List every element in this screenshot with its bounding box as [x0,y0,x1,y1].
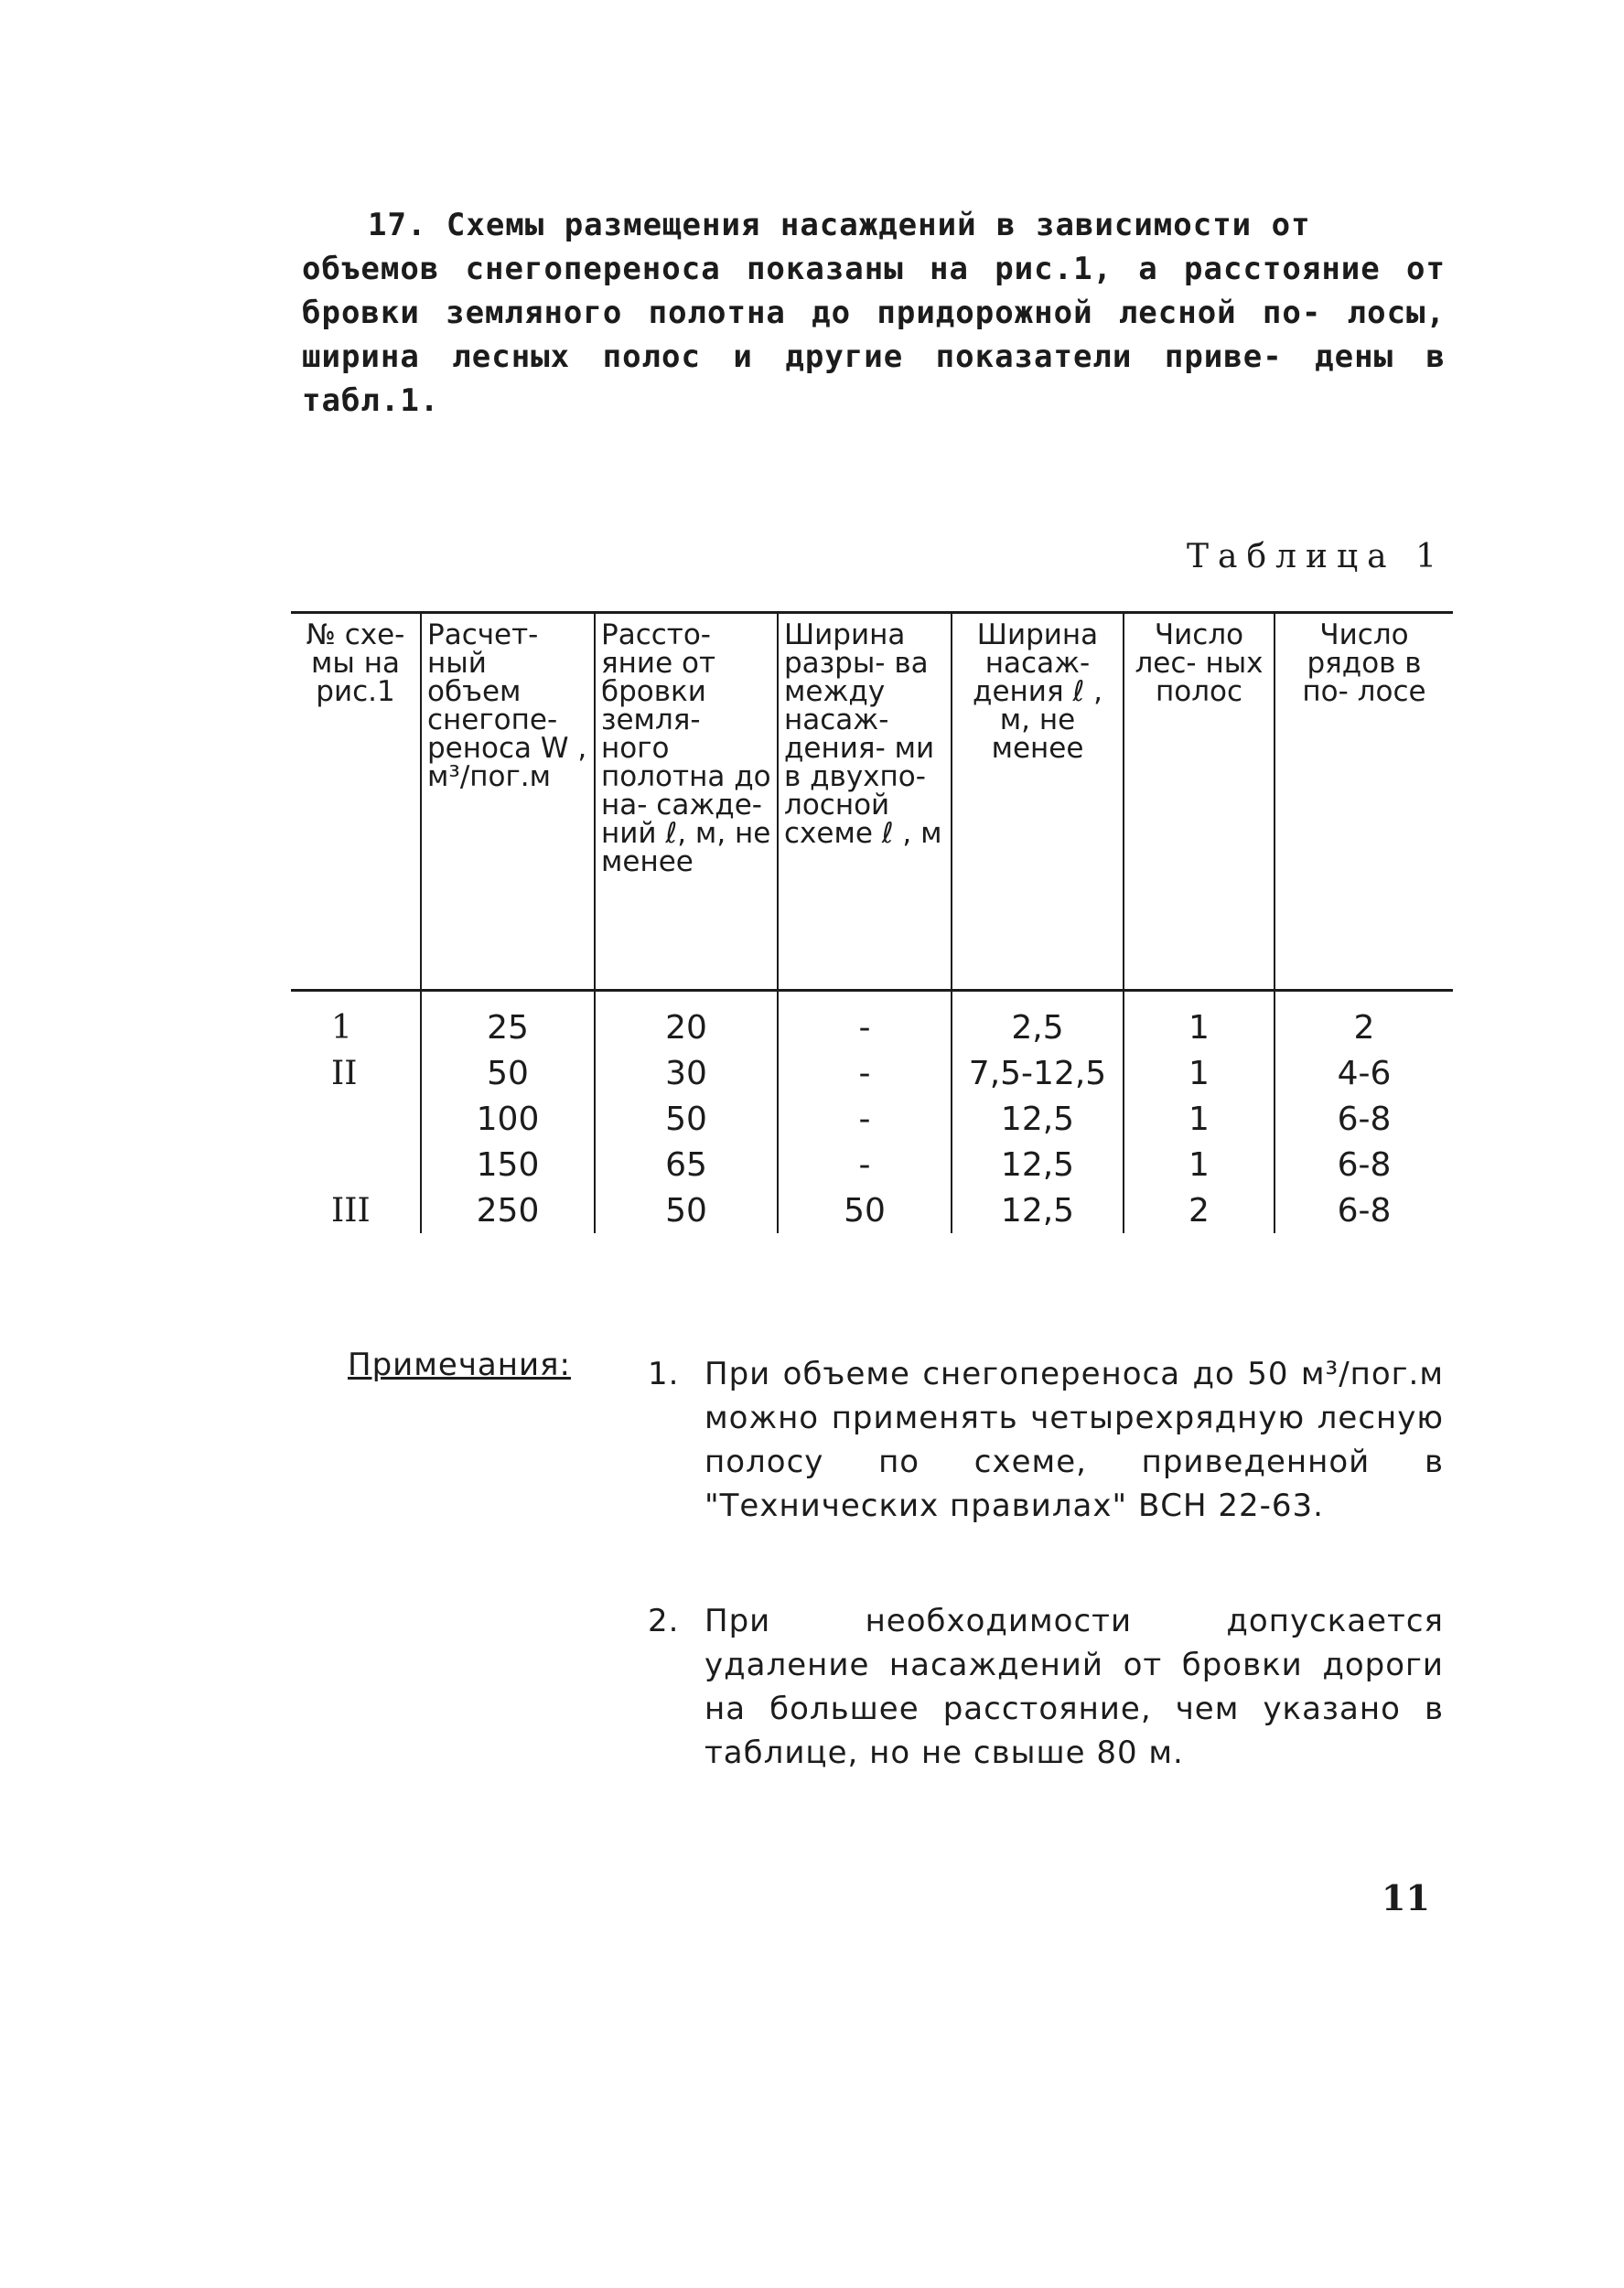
note-number: 2. [648,1603,680,1639]
table-cell: 6-8 [1274,1142,1453,1187]
data-table [291,611,1453,1233]
header-strip-count: Число лес- ных полос [1124,613,1274,991]
table-cell: - [778,1096,952,1142]
table-row [291,991,1453,1051]
table-cell: - [778,991,952,1051]
table-cell: - [778,1050,952,1096]
table-caption: Таблица 1 [1187,538,1446,575]
table-row [291,1187,1453,1233]
table-row [291,1142,1453,1187]
header-row-count: Число рядов в по- лосе [1274,613,1453,991]
table-cell: 12,5 [952,1187,1124,1233]
table-cell [291,1142,421,1187]
table-cell: 50 [595,1187,778,1233]
header-snow-volume: Расчет- ный объем снегопе- реноса W , м³/пог.м [421,613,595,991]
notes-label: Примечания: [348,1347,571,1383]
header-distance: Рассто- яние от бровки земля- ного полотна до на- сажде- ний ℓ, м, не менее [595,613,778,991]
table-cell: 30 [595,1050,778,1096]
table-cell: 2 [1124,1187,1274,1233]
paragraph-line: от бровки земляного полотна до придорожной лесной по- [302,251,1446,331]
table-cell: 150 [421,1142,595,1187]
header-gap-width: Ширина разры- ва между насаж- дения- ми в двухпо- лосной схеме ℓ , м [778,613,952,991]
page-number: 11 [1382,1877,1430,1918]
table-header-row [291,613,1453,991]
note-item [648,1599,1444,1775]
paragraph-line: дены в табл.1. [302,338,1446,419]
table-row [291,1096,1453,1142]
intro-paragraph [302,203,1446,423]
table-cell: 50 [595,1096,778,1142]
paragraph-line: объемов снегопереноса показаны на рис.1, а расстояние [302,251,1381,287]
table-cell: 2,5 [952,991,1124,1051]
note-number: 1. [648,1356,680,1392]
table-cell [291,1096,421,1142]
table-cell: 12,5 [952,1096,1124,1142]
table-cell: 65 [595,1142,778,1187]
table-cell: 1 [1124,1050,1274,1096]
data-table-wrapper [291,611,1453,1233]
table-cell: 7,5-12,5 [952,1050,1124,1096]
header-planting-width: Ширина насаж- дения ℓ , м, не менее [952,613,1124,991]
table-cell: 2 [1274,991,1453,1051]
table-cell: 1 [331,1008,352,1047]
table-cell: 12,5 [952,1142,1124,1187]
note-item [648,1352,1444,1528]
table-cell: 25 [421,991,595,1051]
table-cell: 6-8 [1274,1187,1453,1233]
table-cell: 4-6 [1274,1050,1453,1096]
table-cell: 6-8 [1274,1096,1453,1142]
paragraph-line: 17. Схемы размещения насаждений в зависимости от [368,207,1311,243]
table-cell: III [331,1191,371,1230]
table-cell: II [331,1054,358,1092]
table-cell: 1 [1124,1142,1274,1187]
paragraph-line: лосы, ширина лесных полос и другие показатели приве- [302,295,1446,375]
table-cell: 1 [1124,991,1274,1051]
table-row [291,1050,1453,1096]
header-scheme-number: № схе- мы на рис.1 [291,613,421,991]
table-cell: 20 [595,991,778,1051]
note-text: При необходимости допускается удаление насаждений от бровки дороги на большее расстояние, чем указано в таблице, но не свыше 80 м. [704,1603,1444,1771]
table-cell: 250 [421,1187,595,1233]
table-cell: 50 [778,1187,952,1233]
table-cell: 100 [421,1096,595,1142]
table-cell: 1 [1124,1096,1274,1142]
note-text: При объеме снегопереноса до 50 м³/пог.м можно применять четырехрядную лесную полосу по схеме, приведенной в "Технических правилах" ВСН 22-63. [704,1356,1444,1524]
table-cell: 50 [421,1050,595,1096]
table-cell: - [778,1142,952,1187]
